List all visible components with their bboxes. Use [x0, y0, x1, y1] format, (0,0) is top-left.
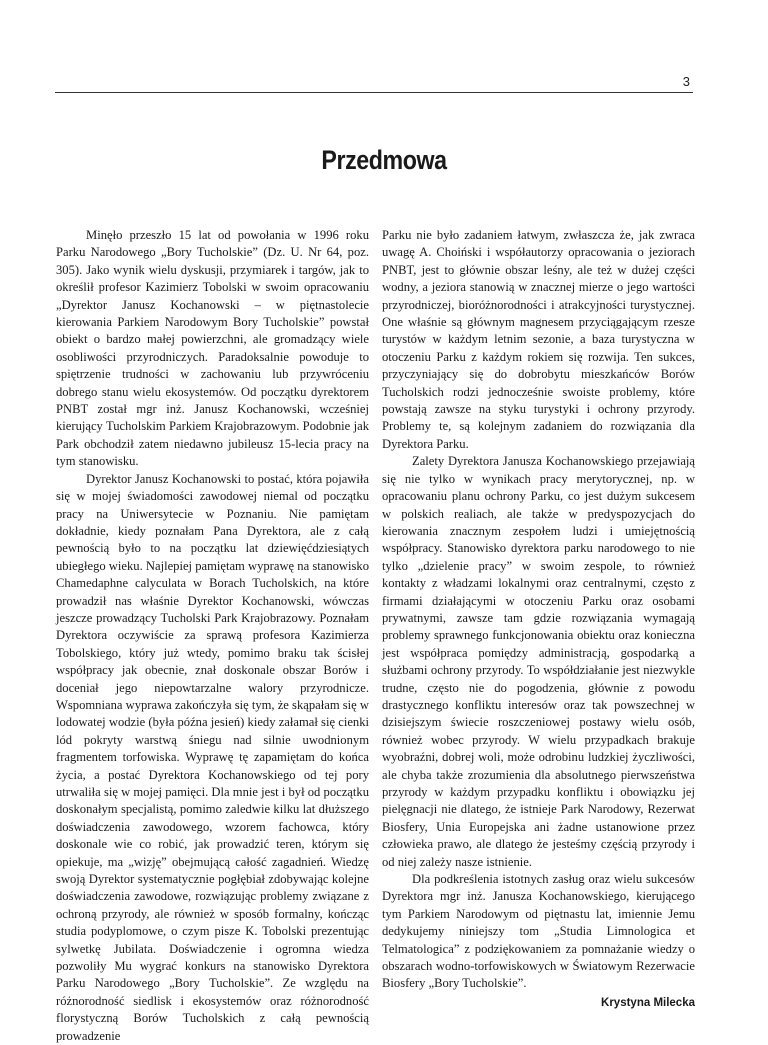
left-column — [56, 227, 369, 1045]
paragraph: Dla podkreślenia istotnych zasług oraz wielu sukcesów Dyrektora mgr inż. Janusza Kochanowskiego, kierującego tym Parkiem Narodowym od piętnastu lat, imiennie Jemu dedykujemy niniejszy tom „Studia Limnologica et Telmatologica” z podziękowaniem za pomnażanie wiedzy o obszarach wodno-torfowiskowych w Światowym Rezerwacie Biosfery „Bory Tucholskie”. — [382, 872, 695, 991]
paragraph: Zalety Dyrektora Janusza Kochanowskiego przejawiają się nie tylko w wynikach pracy merytorycznej, np. w opracowaniu planu ochrony Parku, co jest dużym sukcesem w polskich realiach, ale także w predyspozycjach do kierowania znacznym zespołem ludzi i umiejętnością współpracy. Stanowisko dyrektora parku narodowego to nie tylko „dzielenie pracy” w swoim zespole, to również kontakty z władzami lokalnymi oraz centralnymi, często z firmami działającymi w otoczeniu Parku oraz osobami prywatnymi, zawsze tam gdzie rozwiązania wymagają problemy sprawnego funkcjonowania obiektu oraz konieczna jest współpraca pomiędzy administracją, gospodarką a służbami ochrony przyrody. To współdziałanie jest niezwykle trudne, często nie do pogodzenia, głównie z powodu drastycznego konfliktu interesów oraz tak powszechnej w dzisiejszym świecie roszczeniowej postawy wielu osób, również wobec przyrody. W wielu przypadkach brakuje wyobraźni, dobrej woli, może odrobinu ludzkiej życzliwości, ale chyba także zrozumienia dla absolutnego pierwszeństwa przyrody w każdym przypadku konfliktu i obowiązku jej pielęgnacji nie dlatego, że istnieje Park Narodowy, Rezerwat Biosfery, Unia Europejska ani żadne ustanowione przez człowieka prawo, ale dlatego że jesteśmy częścią przyrody i od niej zależy nasze istnienie. — [382, 454, 695, 869]
paragraph: Minęło przeszło 15 lat od powołania w 1996 roku Parku Narodowego „Bory Tucholskie” (Dz. U. Nr 64, poz. 305). Jako wynik wielu dyskusji, przymiarek i targów, jak to określił profesor Kazimierz Tobolski w swoim opracowaniu „Dyrektor Janusz Kochanowski – w piętnastolecie kierowania Parkiem Narodowym Bory Tucholskie” powstał obiekt o bardzo małej powierzchni, ale gromadzący wiele osobliwości przyrodniczych. Paradoksalnie powoduje to spiętrzenie trudności w zachowaniu lub przywróceniu dobrego stanu wielu ekosystemów. Od początku dyrektorem PNBT został mgr inż. Janusz Kochanowski, wcześniej kierujący Tucholskim Parkiem Krajobrazowym. Podobnie jak Park obchodził zatem niedawno jubileusz 15-lecia pracy na tym stanowisku. — [56, 228, 369, 469]
right-column — [382, 227, 695, 1012]
header-rule — [55, 92, 693, 93]
paragraph: Dyrektor Janusz Kochanowski to postać, która pojawiła się w mojej świadomości zawodowej niemal od początku pracy na Uniwersytecie w Poznaniu. Nie pamiętam dokładnie, kiedy poznałam Pana Dyrektora, ale z całą pewnością było to na początku lat dziewięćdziesiątych ubiegłego wieku. Najlepiej pamiętam wyprawę na stanowisko Chamedaphne calyculata w Borach Tucholskich, na które prowadził nas właśnie Dyrektor Kochanowski, wówczas jeszcze prowadzący Tucholski Park Krajobrazowy. Poznałam Dyrektora oczywiście za sprawą profesora Kazimierza Tobolskiego, który już wtedy, pomimo braku tak ścisłej współpracy jak obecnie, znał doskonale obszar Borów i doceniał jego niepowtarzalne walory przyrodnicze. Wspomniana wyprawa zakończyła się tym, że skąpałam się w lodowatej wodzie (była późna jesień) kiedy załamał się cienki lód pokryty warstwą śniegu nad silnie uwodnionym fragmentem torfowiska. Wyprawę tę zapamiętam do końca życia, a postać Dyrektora Kochanowskiego od tej pory utrwaliła się w mojej pamięci. Dla mnie jest i był od początku doskonałym specjalistą, pomimo zaledwie kilku lat dłuższego doświadczenia zawodowego, wzorem fachowca, który doskonale wie co robić, jak prowadzić teren, którym się opiekuje, ma „wizję” obejmującą całość zagadnień. Wiedzę swoją Dyrektor systematycznie pogłębiał zdobywając kolejne doświadczenia zawodowe, rozwiązując problemy związane z ochroną przyrody, ale również w sposób formalny, kończąc studia podyplomowe, o czym pisze K. Tobolski prezentując sylwetkę Jubilata. Doświadczenie i ogromna wiedza pozwoliły Mu wygrać konkurs na stanowisko Dyrektora Parku Narodowego „Bory Tucholskie”. Ze względu na różnorodność siedlisk i ekosystemów oraz różnorodność florystyczną Borów Tucholskich z całą pewnością prowadzenie — [56, 471, 370, 1043]
author-signature: Krystyna Milecka — [601, 996, 695, 1009]
page-title: Przedmowa — [321, 145, 447, 175]
page-number: 3 — [682, 74, 690, 89]
paragraph: Parku nie było zadaniem łatwym, zwłaszcza że, jak zwraca uwagę A. Choiński i współautorzy opracowania o jeziorach PNBT, jest to głównie obszar leśny, ale też w dużej części wodny, a jeziora stanowią w znacznej mierze o jego wartości przyrodniczej, bioróżnorodności i atrakcyjności turystycznej. One właśnie są głównym magnesem przyciągającym rzesze turystów w każdym letnim sezonie, a baza turystyczna w otoczeniu Parku z każdym rokiem się rozwija. Ten sukces, przyczyniający się do dobrobytu mieszkańców Borów Tucholskich rodzi jednocześnie swoiste problemy, które powstają zawsze na styku turystyki i ochrony przyrody. Problemy te, są kolejnym zadaniem do rozwiązania dla Dyrektora Parku. — [382, 228, 695, 451]
